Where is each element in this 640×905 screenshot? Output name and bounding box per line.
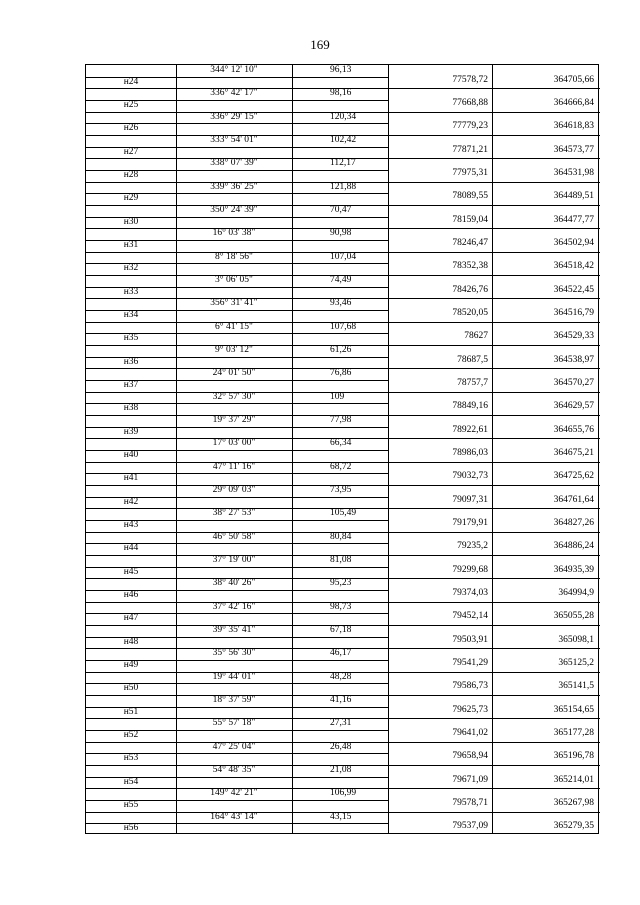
coordinate-y: 364516,79 — [553, 307, 594, 318]
segment-angle: 164° 43' 14" — [210, 811, 258, 822]
coordinate-x: 78089,55 — [452, 191, 488, 202]
segment-distance: 95,23 — [330, 578, 352, 589]
coordinate-y: 364531,98 — [553, 167, 594, 178]
point-name: н29 — [123, 193, 139, 204]
page-number: 169 — [310, 37, 330, 52]
coordinate-y: 364725,62 — [553, 471, 594, 482]
segment-distance: 61,26 — [330, 344, 352, 355]
segment-distance: 105,49 — [330, 508, 357, 519]
coordinates-table — [85, 64, 599, 834]
segment-angle: 344° 12' 10" — [210, 64, 258, 75]
coordinate-y: 364655,76 — [553, 424, 594, 435]
coordinate-x: 79671,09 — [452, 774, 488, 785]
coordinate-x: 79452,14 — [452, 611, 488, 622]
coordinate-x: 78159,04 — [452, 214, 488, 225]
point-name: н36 — [123, 356, 139, 367]
segment-distance: 48,28 — [330, 671, 352, 682]
segment-distance: 77,98 — [330, 414, 352, 425]
segment-angle: 3° 06' 05" — [215, 274, 253, 285]
coordinate-y: 364705,66 — [553, 74, 594, 85]
coordinate-y: 364994,9 — [558, 587, 594, 598]
segment-distance: 67,18 — [330, 624, 352, 635]
coordinate-x: 78520,05 — [452, 307, 488, 318]
segment-distance: 66,34 — [330, 438, 352, 449]
point-name: н32 — [123, 263, 139, 274]
coordinate-y: 364827,26 — [553, 517, 594, 528]
coordinate-y: 364518,42 — [553, 261, 594, 272]
segment-distance: 46,17 — [330, 648, 352, 659]
coordinate-x: 77975,31 — [452, 167, 488, 178]
coordinate-y: 364675,21 — [553, 447, 594, 458]
segment-angle: 333° 54' 01" — [210, 134, 258, 145]
coordinate-x: 79235,2 — [457, 541, 488, 552]
coordinate-y: 364886,24 — [553, 541, 594, 552]
point-name: н34 — [123, 309, 139, 320]
coordinate-y: 365177,28 — [553, 727, 594, 738]
segment-angle: 17° 03' 00" — [212, 438, 256, 449]
coordinate-x: 79586,73 — [452, 681, 488, 692]
segment-angle: 336° 29' 15" — [210, 111, 258, 122]
point-name: н43 — [123, 519, 139, 530]
segment-distance: 74,49 — [330, 274, 352, 285]
coordinate-y: 365055,28 — [553, 611, 594, 622]
segment-angle: 39° 35' 41" — [212, 624, 256, 635]
coordinate-x: 79097,31 — [452, 494, 488, 505]
coordinate-y: 364935,39 — [553, 564, 594, 575]
coordinate-x: 79625,73 — [452, 704, 488, 715]
coordinate-x: 78627 — [464, 331, 488, 342]
segment-angle: 47° 25' 04" — [212, 741, 256, 752]
segment-distance: 98,73 — [330, 601, 352, 612]
point-name: н28 — [123, 169, 139, 180]
point-name: н40 — [123, 449, 139, 460]
coordinate-x: 77578,72 — [452, 74, 488, 85]
segment-angle: 9° 03' 12" — [215, 344, 253, 355]
coordinate-y: 364570,27 — [553, 377, 594, 388]
point-name: н27 — [123, 146, 139, 157]
segment-angle: 18° 37' 59" — [212, 694, 256, 705]
segment-distance: 26,48 — [330, 741, 352, 752]
segment-angle: 55° 57' 18" — [212, 718, 256, 729]
point-name: н45 — [123, 566, 139, 577]
coordinate-x: 78849,16 — [452, 401, 488, 412]
point-name: н50 — [123, 683, 139, 694]
segment-angle: 46° 50' 58" — [212, 531, 256, 542]
segment-angle: 339° 36' 25" — [210, 181, 258, 192]
coordinate-x: 79578,71 — [452, 797, 488, 808]
point-name: н41 — [123, 473, 139, 484]
coordinate-y: 364489,51 — [553, 191, 594, 202]
segment-angle: 350° 24' 39" — [210, 204, 258, 215]
coordinate-x: 78986,03 — [452, 447, 488, 458]
segment-distance: 106,99 — [330, 788, 357, 799]
segment-angle: 19° 37' 29" — [212, 414, 256, 425]
coordinate-y: 365098,1 — [558, 634, 594, 645]
segment-angle: 19° 44' 01" — [212, 671, 256, 682]
point-name: н25 — [123, 99, 139, 110]
coordinate-x: 79641,02 — [452, 727, 488, 738]
coordinate-x: 78246,47 — [452, 237, 488, 248]
point-name: н44 — [123, 543, 139, 554]
point-name: н52 — [123, 729, 139, 740]
point-name: н33 — [123, 286, 139, 297]
segment-angle: 338° 07' 39" — [210, 158, 258, 169]
coordinate-x: 77779,23 — [452, 121, 488, 132]
segment-distance: 98,16 — [330, 88, 352, 99]
segment-distance: 76,86 — [330, 368, 352, 379]
segment-distance: 68,72 — [330, 461, 352, 472]
coordinate-y: 364477,77 — [553, 214, 594, 225]
coordinate-y: 364502,94 — [553, 237, 594, 248]
point-name: н39 — [123, 426, 139, 437]
coordinate-x: 79503,91 — [452, 634, 488, 645]
segment-distance: 80,84 — [330, 531, 352, 542]
coordinate-x: 79537,09 — [452, 821, 488, 832]
coordinate-y: 364573,77 — [553, 144, 594, 155]
point-name: н38 — [123, 403, 139, 414]
coordinate-x: 79541,29 — [452, 657, 488, 668]
segment-angle: 47° 11' 16" — [212, 461, 256, 472]
segment-angle: 37° 19' 00" — [212, 554, 256, 565]
coordinate-x: 78922,61 — [452, 424, 488, 435]
point-name: н42 — [123, 496, 139, 507]
segment-angle: 29° 09' 03" — [212, 484, 256, 495]
segment-distance: 93,46 — [330, 298, 352, 309]
segment-angle: 6° 41' 15" — [215, 321, 253, 332]
segment-angle: 336° 42' 17" — [210, 88, 258, 99]
point-name: н47 — [123, 613, 139, 624]
coordinate-x: 79032,73 — [452, 471, 488, 482]
point-name: н55 — [123, 799, 139, 810]
segment-angle: 35° 56' 30" — [212, 648, 256, 659]
segment-distance: 81,08 — [330, 554, 352, 565]
segment-angle: 24° 01' 50" — [212, 368, 256, 379]
segment-distance: 27,31 — [330, 718, 352, 729]
coordinate-y: 365196,78 — [553, 751, 594, 762]
coordinate-x: 78687,5 — [457, 354, 488, 365]
coordinate-x: 77871,21 — [452, 144, 488, 155]
segment-angle: 38° 27' 53" — [212, 508, 256, 519]
segment-angle: 38° 40' 26" — [212, 578, 256, 589]
segment-distance: 107,04 — [330, 251, 357, 262]
segment-angle: 8° 18' 56" — [215, 251, 253, 262]
segment-angle: 37° 42' 16" — [212, 601, 256, 612]
point-name: н53 — [123, 753, 139, 764]
point-name: н37 — [123, 379, 139, 390]
point-name: н48 — [123, 636, 139, 647]
coordinate-y: 365125,2 — [558, 657, 594, 668]
segment-distance: 96,13 — [330, 64, 352, 75]
coordinate-x: 78426,76 — [452, 284, 488, 295]
point-name: н46 — [123, 589, 139, 600]
segment-distance: 109 — [330, 391, 345, 402]
segment-distance: 21,08 — [330, 764, 352, 775]
coordinate-y: 364666,84 — [553, 97, 594, 108]
coordinate-x: 78352,38 — [452, 261, 488, 272]
coordinate-x: 78757,7 — [457, 377, 488, 388]
point-name: н35 — [123, 333, 139, 344]
segment-distance: 43,15 — [330, 811, 352, 822]
coordinate-y: 364529,33 — [553, 331, 594, 342]
segment-angle: 149° 42' 21" — [210, 788, 258, 799]
point-name: н30 — [123, 216, 139, 227]
coordinate-y: 365279,35 — [553, 821, 594, 832]
point-name: н56 — [123, 823, 139, 834]
coordinate-y: 365141,5 — [558, 681, 594, 692]
segment-distance: 102,42 — [330, 134, 357, 145]
coordinate-y: 364761,64 — [553, 494, 594, 505]
coordinate-y: 365267,98 — [553, 797, 594, 808]
coordinate-y: 365214,01 — [553, 774, 594, 785]
coordinate-x: 77668,88 — [452, 97, 488, 108]
segment-distance: 120,34 — [330, 111, 357, 122]
segment-distance: 121,88 — [330, 181, 357, 192]
coordinate-y: 364522,45 — [553, 284, 594, 295]
segment-angle: 32° 57' 30" — [212, 391, 256, 402]
segment-distance: 90,98 — [330, 228, 352, 239]
coordinate-y: 364538,97 — [553, 354, 594, 365]
coordinate-y: 364618,83 — [553, 121, 594, 132]
segment-angle: 54° 48' 35" — [212, 764, 256, 775]
coordinate-x: 79658,94 — [452, 751, 488, 762]
coordinate-y: 364629,57 — [553, 401, 594, 412]
coordinate-x: 79179,91 — [452, 517, 488, 528]
point-name: н49 — [123, 659, 139, 670]
coordinate-y: 365154,65 — [553, 704, 594, 715]
segment-distance: 41,16 — [330, 694, 352, 705]
coordinate-x: 79374,03 — [452, 587, 488, 598]
point-name: н54 — [123, 776, 139, 787]
segment-angle: 16° 03' 38" — [212, 228, 256, 239]
point-name: н26 — [123, 123, 139, 134]
point-name: н24 — [123, 76, 139, 87]
segment-distance: 70,47 — [330, 204, 352, 215]
segment-distance: 107,68 — [330, 321, 357, 332]
point-name: н31 — [123, 239, 139, 250]
segment-distance: 73,95 — [330, 484, 352, 495]
point-name: н51 — [123, 706, 139, 717]
segment-angle: 356° 31' 41" — [210, 298, 258, 309]
segment-distance: 112,17 — [330, 158, 356, 169]
coordinate-x: 79299,68 — [452, 564, 488, 575]
